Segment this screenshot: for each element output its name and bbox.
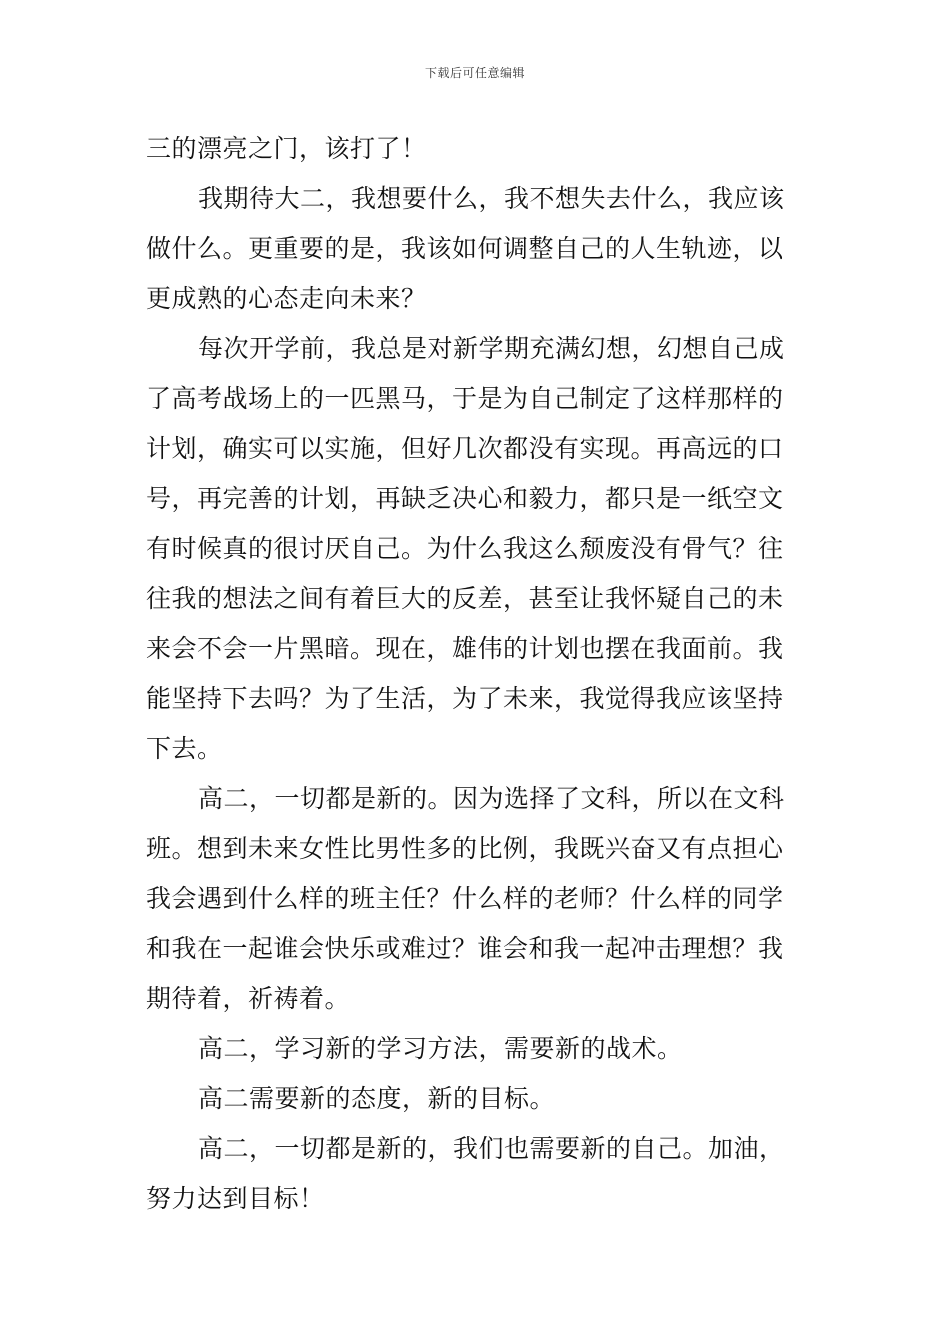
text-line: 班。想到未来女性比男性多的比例，我既兴奋又有点担心 xyxy=(146,834,784,863)
text-line: 能坚持下去吗？为了生活，为了未来，我觉得我应该坚持 xyxy=(146,684,784,713)
text-line: 号，再完善的计划，再缺乏决心和毅力，都只是一纸空文 xyxy=(146,484,784,513)
text-line: 来会不会一片黑暗。现在，雄伟的计划也摆在我面前。我 xyxy=(146,634,784,663)
text-line: 我会遇到什么样的班主任？什么样的老师？什么样的同学 xyxy=(146,884,784,913)
text-line: 期待着，祈祷着。 xyxy=(146,984,351,1013)
text-line: 下去。 xyxy=(146,734,223,763)
document-body xyxy=(146,124,812,1224)
text-line: 更成熟的心态走向未来？ xyxy=(146,284,427,313)
text-line: 高二需要新的态度，新的目标。 xyxy=(198,1084,556,1113)
text-line: 每次开学前，我总是对新学期充满幻想，幻想自己成 xyxy=(198,334,785,363)
text-line: 往我的想法之间有着巨大的反差，甚至让我怀疑自己的未 xyxy=(146,584,784,613)
text-line: 我期待大二，我想要什么，我不想失去什么，我应该 xyxy=(198,184,785,213)
text-line: 高二，一切都是新的，我们也需要新的自己。加油， xyxy=(198,1134,785,1163)
page-header-note: 下载后可任意编辑 xyxy=(424,66,525,80)
text-line: 高二，学习新的学习方法，需要新的战术。 xyxy=(198,1034,683,1063)
text-line: 三的漂亮之门，该打了！ xyxy=(146,134,427,163)
text-line: 计划，确实可以实施，但好几次都没有实现。再高远的口 xyxy=(146,434,784,463)
text-line: 高二，一切都是新的。因为选择了文科，所以在文科 xyxy=(198,784,785,813)
text-line: 做什么。更重要的是，我该如何调整自己的人生轨迹，以 xyxy=(146,234,784,263)
text-line: 有时候真的很讨厌自己。为什么我这么颓废没有骨气？往 xyxy=(146,534,784,563)
text-line: 了高考战场上的一匹黑马，于是为自己制定了这样那样的 xyxy=(146,384,784,413)
text-line: 努力达到目标！ xyxy=(146,1184,325,1213)
text-line: 和我在一起谁会快乐或难过？谁会和我一起冲击理想？我 xyxy=(146,934,784,963)
